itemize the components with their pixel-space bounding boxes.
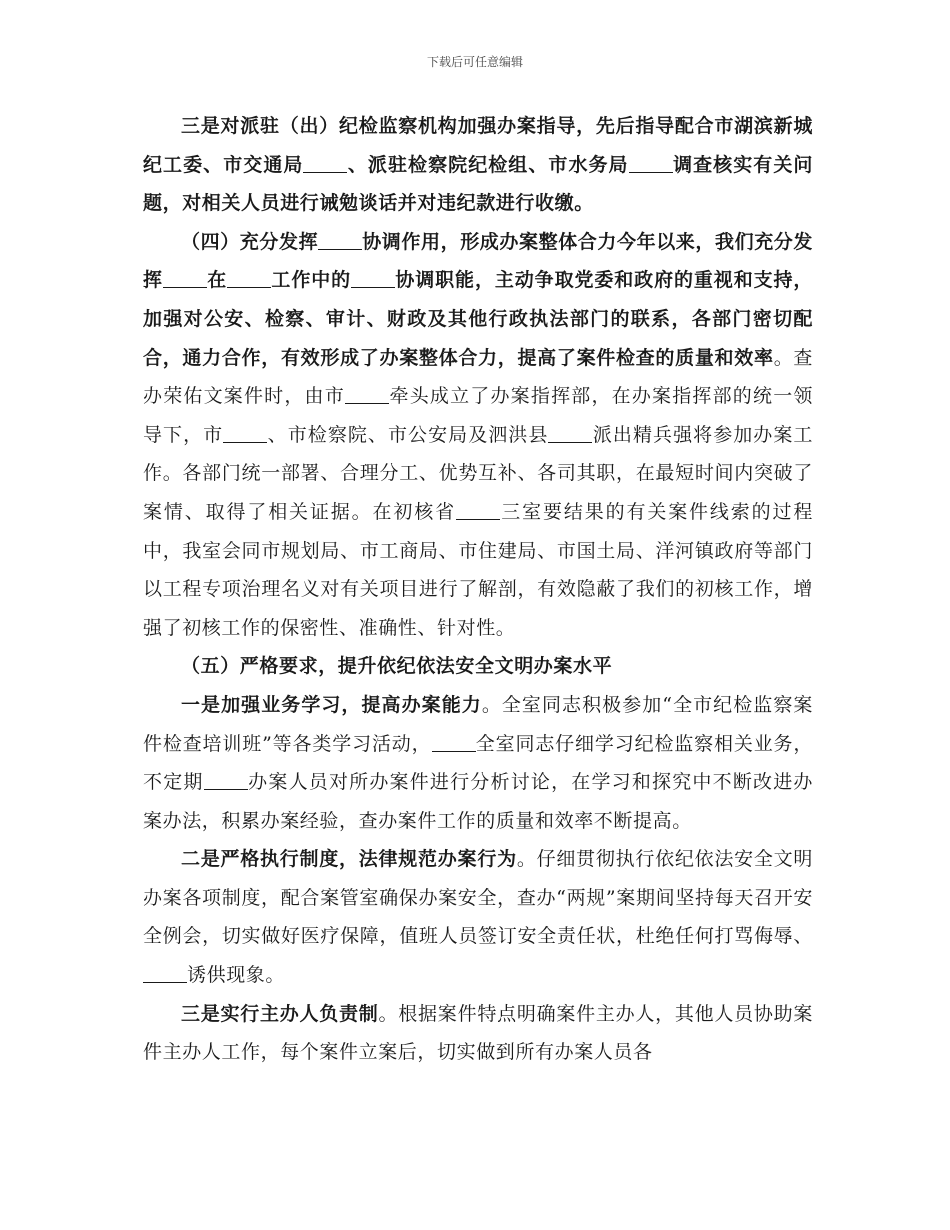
fill-in-blank	[204, 770, 248, 790]
text-run: 。查办荣佑文案件时，由市	[143, 346, 813, 408]
text-run: 。仔细贯彻执行依纪依法安全文明办案各项制度，配合案管室确保办案安全，查办“两规”案期间坚持每天召开安全例会，切实做好医疗保障，值班人员签订安全责任状，杜绝任何打骂侮辱、	[143, 848, 813, 948]
text-run: 三室要结果的有关案件线索的过程中，我室会同市规划局、市工商局、市住建局、市国土局、洋河镇政府等部门以工程专项治理名义对有关项目进行了解剖，有效隐蔽了我们的初核工作，增强了初核工作的保密性、准确性、针对性。	[143, 500, 813, 639]
fill-in-blank	[223, 423, 267, 443]
bold-text-run: （五）严格要求，提升依纪依法安全文明办案水平	[181, 655, 613, 678]
bold-text-run: 一是加强业务学习，提高办案能力	[181, 693, 482, 716]
paragraph	[143, 647, 813, 686]
fill-in-blank	[432, 732, 476, 752]
fill-in-blank	[345, 384, 389, 404]
page-header: 下载后可任意编辑	[426, 55, 523, 69]
bold-text-run: 工作中的	[271, 269, 352, 292]
text-run: 派出精兵强将参加办案工作。各部门统一部署、合理分工、优势互补、各司其职，在最短时间内突破了案情、取得了相关证据。在初核省	[143, 423, 814, 523]
text-run: 办案人员对所办案件进行分析讨论，在学习和探究中不断改进办案办法，积累办案经验，查办案件工作的质量和效率不断提高。	[143, 771, 813, 832]
text-run: 。根据案件特点明确案件主办人，其他人员协助案件主办人工作，每个案件立案后，切实做到所有办案人员各	[143, 1002, 813, 1064]
fill-in-blank	[303, 153, 347, 173]
bold-text-run: 协调职能，主动争取党委和政府的重视和支持，加强对公安、检察、审计、财政及其他行政执法部门的联系，各部门密切配合，通力合作，有效形成了办案整体合力，提高了案件检查的质量和效率	[143, 269, 813, 369]
fill-in-blank	[163, 268, 207, 288]
fill-in-blank	[143, 963, 187, 983]
bold-text-run: 在	[206, 269, 228, 292]
bold-text-run: 三是实行主办人负责制	[181, 1002, 379, 1025]
paragraph	[143, 223, 813, 648]
document-body	[143, 107, 813, 1072]
text-run: 、市检察院、市公安局及泗洪县	[267, 423, 549, 446]
bold-text-run: 三是对派驻（出）纪检监察机构加强办案指导，先后指导配合市湖滨新城纪工委、市交通局	[143, 115, 813, 176]
bold-text-run: 二是严格执行制度，法律规范办案行为	[181, 848, 517, 871]
bold-text-run: 、派驻检察院纪检组、市水务局	[347, 153, 629, 176]
text-run: 。全室同志积极参加“全市纪检监察案件检查培训班”等各类学习活动，	[143, 693, 813, 755]
fill-in-blank	[629, 153, 673, 173]
paragraph	[143, 107, 813, 223]
text-run: 牵头成立了办案指挥部，在办案指挥部的统一领导下，市	[143, 385, 813, 446]
bold-text-run: 协调作用，形成办案整体合力今年以来，我们充分发挥	[143, 230, 814, 292]
paragraph	[143, 686, 813, 840]
bold-text-run: 调查核实有关问题，对相关人员进行诫勉谈话并对违纪款进行收缴。	[143, 153, 813, 215]
paragraph	[143, 995, 813, 1072]
text-run: 全室同志仔细学习纪检监察相关业务，不定期	[143, 732, 814, 794]
fill-in-blank	[227, 268, 271, 288]
text-run: 诱供现象。	[187, 964, 286, 987]
fill-in-blank	[548, 423, 592, 443]
fill-in-blank	[351, 268, 395, 288]
fill-in-blank	[456, 500, 500, 520]
fill-in-blank	[318, 230, 362, 250]
paragraph	[143, 840, 813, 994]
bold-text-run: （四）充分发挥	[181, 230, 319, 253]
